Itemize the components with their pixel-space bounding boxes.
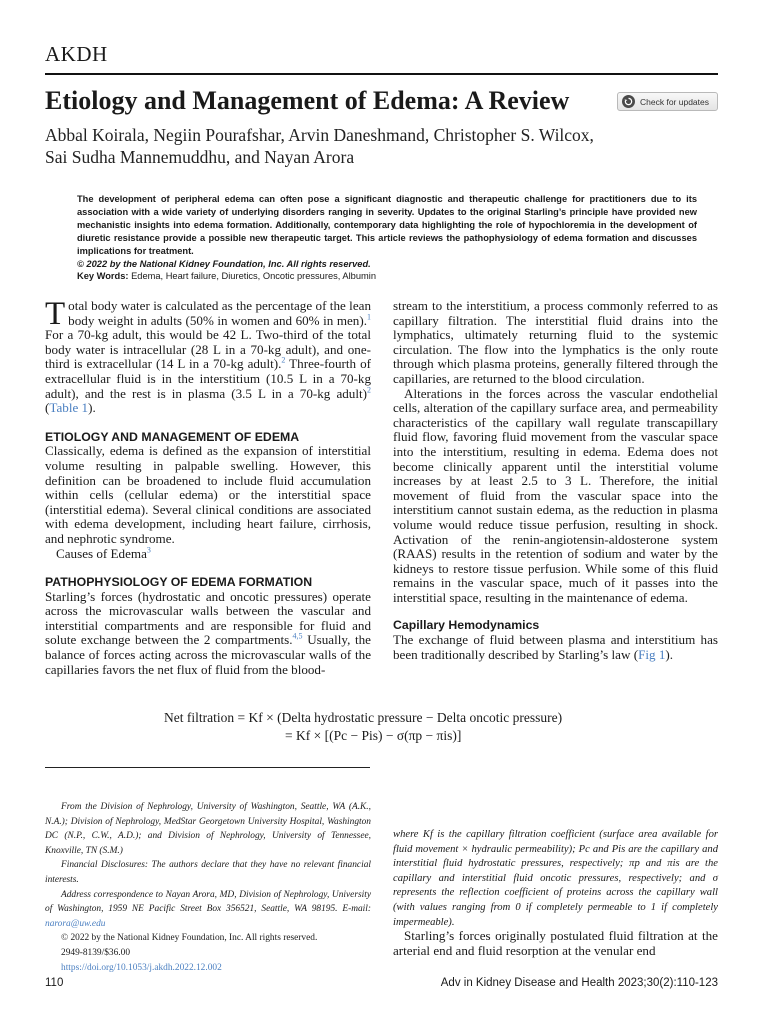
etiology-paragraph: Classically, edema is defined as the expansion of interstitial volume resulting in palpable swelling. However, this definition can be broadened to include fluid accumulation within cells (cellular edema) or the interstitial space (interstitial edema). Several clinical conditions are associated with edema development, including heart failure, cirrhosis, and nephrotic syndrome. (45, 443, 371, 546)
subheading-capillary-hemodynamics: Capillary Hemodynamics (393, 618, 540, 633)
abstract-copyright: © 2022 by the National Kidney Foundation, Inc. All rights reserved. (77, 258, 371, 269)
issn-note: 2949-8139/$36.00 (61, 947, 131, 958)
keywords-list: Edema, Heart failure, Diuretics, Oncotic pressures, Albumin (131, 271, 377, 282)
page-number: 110 (45, 977, 64, 989)
author-list (45, 125, 725, 168)
equation-line-1: Net filtration = Kf × (Delta hydrostatic pressure − Delta oncotic pressure) (164, 710, 563, 725)
starling-text-1: The exchange of fluid between plasma and interstitium has been traditionally described by Starling’s law ( (393, 632, 718, 662)
intro-text-4: ( (45, 400, 50, 416)
citation-ref[interactable]: 2 (367, 385, 371, 395)
citation-ref[interactable]: 3 (146, 545, 151, 555)
intro-text-2: For a 70-kg adult, this would be 42 L. Two-third of the total body water is intracellular (28 L in a 70-kg adult), and one-third is extracellular (14 L in a 70-kg adult). (45, 327, 371, 372)
figure-1-link[interactable]: Fig 1 (638, 646, 666, 662)
causes-text: Causes of Edema (56, 545, 147, 561)
equation-definitions: where Kf is the capillary filtration coefficient (surface area available for fluid movement × hydraulic permeability); Pc and Pis are the capillary and interstitial fluid hydrostatic pressures, respectively; πp and πis are the capillary and interstitial fluid oncotic pressures, respectively; and σ represents the reflection coefficient of proteins across the capillary wall (with values ranging from 0 if completely permeable to 1 if completely impermeable). (393, 829, 718, 928)
email-link[interactable]: narora@uw.edu (45, 918, 106, 929)
section-heading-etiology: ETIOLOGY AND MANAGEMENT OF EDEMA (45, 429, 300, 444)
patho-text-2: Usually, the balance of forces acting across the microvascular walls of the capillaries favors the net flux of fluid from the blood- (45, 632, 371, 677)
doi-link[interactable]: https://doi.org/10.1053/j.akdh.2022.12.002 (61, 962, 222, 973)
pathophysiology-paragraph (45, 590, 371, 678)
table-1-link[interactable]: Table 1 (49, 400, 89, 416)
check-for-updates-button[interactable] (617, 92, 718, 111)
causes-line (45, 547, 371, 562)
check-for-updates-label: Check for updates (640, 96, 709, 107)
intro-text-3: Three-fourth of extracellular fluid is in the interstitium (10.5 L in a 70-kg adult), and the rest is in plasma (3.5 L in a 70-kg adult) (45, 356, 371, 401)
keywords (77, 270, 697, 283)
authors-line-2: Sai Sudha Mannemuddhu, and Nayan Arora (45, 146, 355, 167)
refresh-icon (622, 95, 635, 108)
footnotes (45, 800, 371, 975)
intro-text-5: ). (88, 400, 96, 416)
citation-ref[interactable]: 1 (367, 312, 371, 322)
keywords-label: Key Words: (77, 271, 129, 282)
left-column (45, 296, 371, 677)
journal-tag: AKDH (45, 42, 108, 66)
intro-paragraph (45, 296, 371, 416)
drop-cap: T (45, 296, 66, 332)
authors-line-1: Abbal Koirala, Negiin Pourafshar, Arvin Daneshmand, Christopher S. Wilcox, (45, 125, 594, 145)
abstract (77, 193, 697, 283)
right-column (393, 299, 718, 662)
filtration-paragraph: stream to the interstitium, a process commonly referred to as capillary filtration. The interstitial fluid drains into the lymphatics, ultimately returning fluid to the systemic circulation. The flow into the lymphatics is the only route through which plasma proteins, generally filtered through the capillaries, are returned to the blood circulation. (393, 298, 718, 386)
affiliation-note: From the Division of Nephrology, University of Washington, Seattle, WA (A.K., N.A.); Division of Nephrology, MedStar Georgetown University Hospital, Washington DC (N.P., C.W., A.D.); and Division of Nephrology, University of Tennessee, Knoxville, TN (S.M.) (45, 802, 371, 856)
disclosure-note: Financial Disclosures: The authors declare that they have no relevant financial interests. (45, 860, 371, 885)
copyright-note: © 2022 by the National Kidney Foundation, Inc. All rights reserved. (61, 933, 318, 944)
starling-paragraph (393, 633, 718, 662)
alterations-paragraph: Alterations in the forces across the vascular endothelial cells, alteration of the capillary surface area, and permeability characteristics of the capillary wall regulate transcapillary fluid flow, favoring fluid movement from the vascular space into the interstitium, resulting in edema. Edema does not become clinically apparent until the interstitial volume increases by at least 2.5 to 3 L. Therefore, the initial movement of fluid from the vascular space into the interstitium cannot sustain edema, as the reduction in plasma volume would reduce tissue perfusion, resulting in shock. Activation of the renin-angiotensin-aldosterone system (RAAS) results in the retention of sodium and water by the kidneys to restore tissue perfusion. While some of this fluid remains in the vascular space, much of it passes into the interstitial space, resulting in the maintenance of edema. (393, 385, 718, 605)
starling-forces-paragraph: Starling’s forces originally postulated fluid filtration at the arterial end and fluid resorption at the venular end (393, 928, 718, 958)
correspondence-text: Address correspondence to Nayan Arora, MD, Division of Nephrology, University of Washington, 1959 NE Pacific Street Box 356521, Seattle, WA 98195. E-mail: (45, 889, 371, 915)
correspondence-note (45, 888, 371, 932)
citation-ref[interactable]: 4,5 (292, 632, 303, 642)
abstract-text: The development of peripheral edema can often pose a significant diagnostic and therapeutic challenge for practitioners due to its association with a wide variety of underlying disorders ranging in severity. Updates to the original Starling’s principle have provided new mechanistic insights into edema formation. Additionally, contemporary data highlighting the role of hypochloremia in the development of diuretic resistance provide a possible new therapeutic target. This article reviews the pathophysiology of edema formation and discusses implications for treatment. (77, 194, 697, 256)
doi-note (45, 961, 371, 976)
citation-ref[interactable]: 2 (281, 356, 286, 366)
patho-text-1: Starling’s forces (hydrostatic and oncotic pressures) operate across the microvascular walls between the vascular and interstitial compartments and are responsible for fluid and solute exchange between the 2 compartments. (45, 588, 371, 648)
equation-line-2: = Kf × [(Pc − Pis) − σ(πp − πis)] (285, 728, 462, 743)
header-divider (45, 73, 718, 75)
intro-text-1: otal body water is calculated as the percentage of the lean body weight in adults (50% in women and 60% in men). (68, 298, 371, 328)
starling-text-2: ). (665, 646, 674, 662)
article-title: Etiology and Management of Edema: A Review (45, 86, 570, 115)
section-heading-pathophysiology: PATHOPHYSIOLOGY OF EDEMA FORMATION (45, 575, 313, 590)
journal-citation: Adv in Kidney Disease and Health 2023;30(2):110-123 (440, 977, 718, 989)
footnote-divider (45, 767, 370, 768)
